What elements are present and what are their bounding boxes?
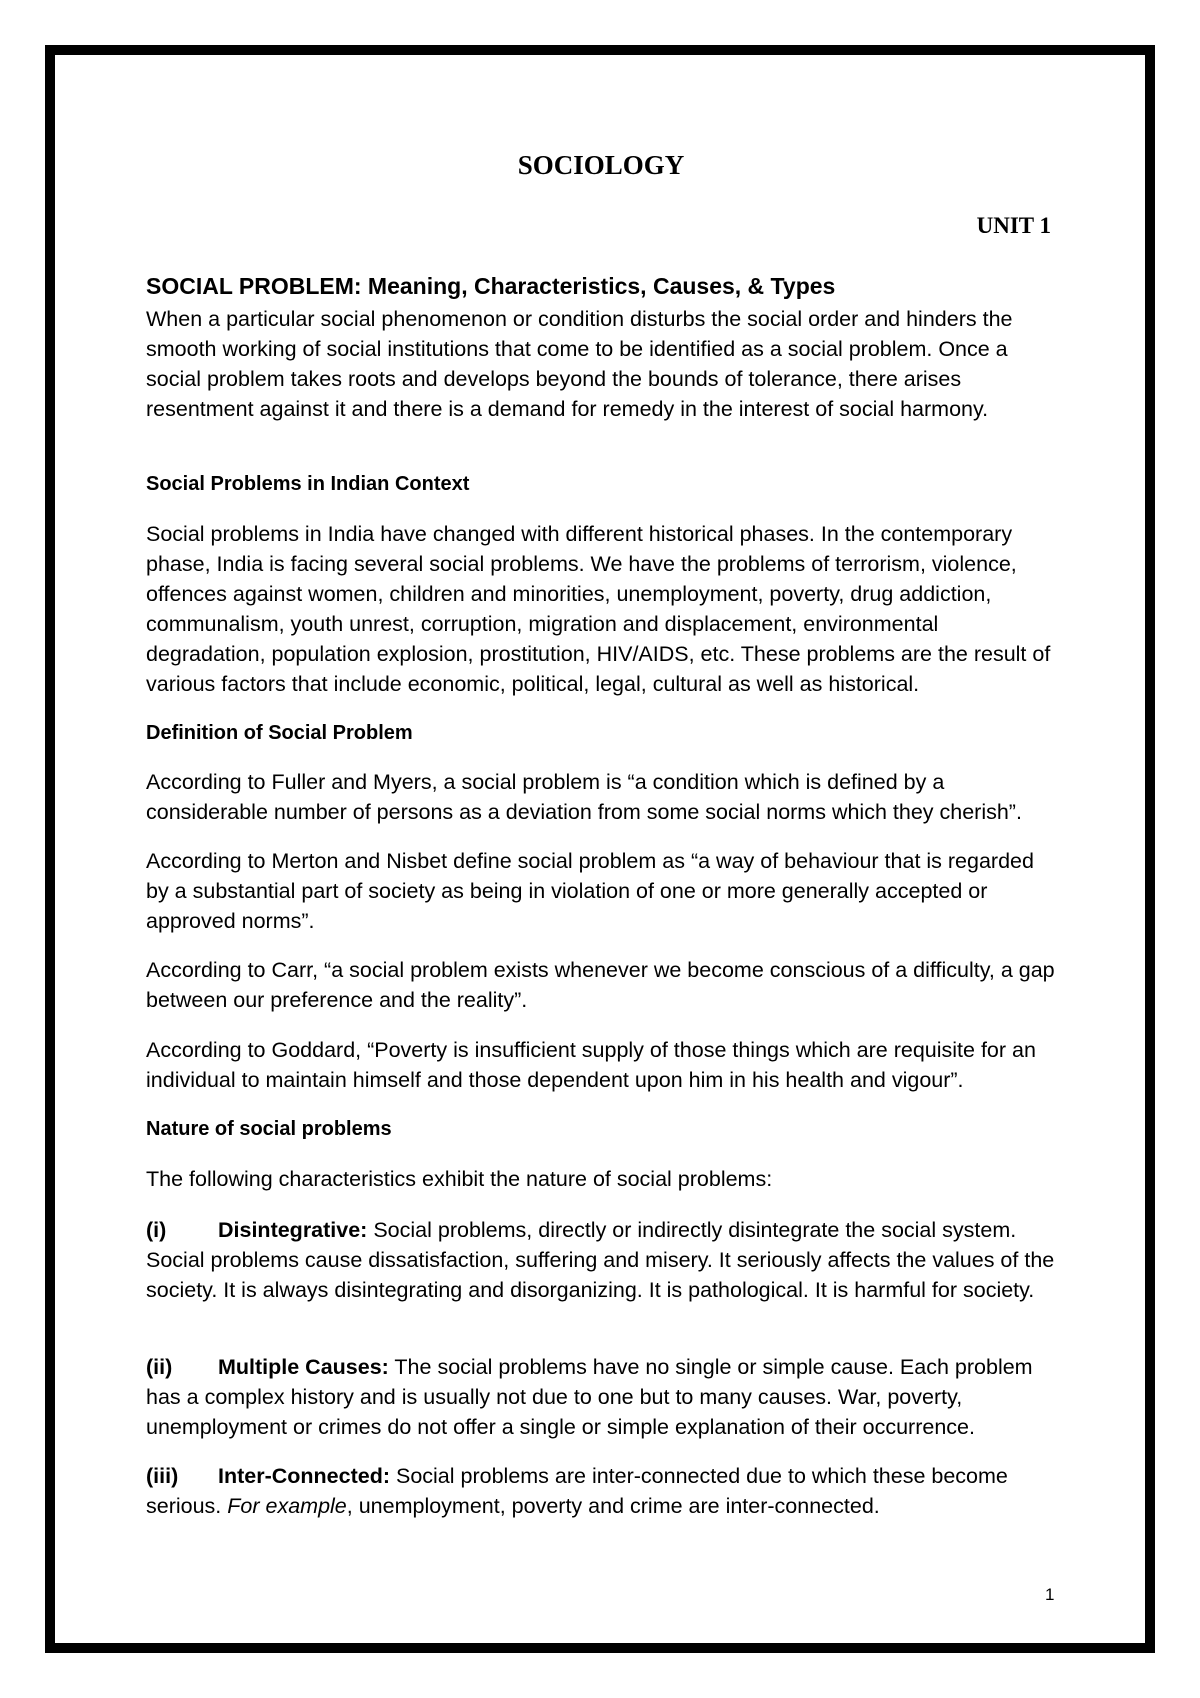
indian-context-heading: Social Problems in Indian Context [146,473,470,495]
definition-heading: Definition of Social Problem [146,722,413,744]
item-term: Disintegrative: [218,1218,368,1242]
nature-intro: The following characteristics exhibit the nature of social problems: [146,1167,773,1191]
indian-context-paragraph: Social problems in India have changed with different historical phases. In the contemporary phase, India is facing several social problems. We have the problems of terrorism, violence, offences against women, children and minorities, unemployment, poverty, drug addiction, communalism, youth unrest, corruption, migration and displacement, environmental degradation, population explosion, prostitution, HIV/AIDS, etc. These problems are the result of various factors that include economic, political, legal, cultural as well as historical. [146,522,1051,696]
item-term: Multiple Causes: [218,1355,389,1379]
item-text: Social problems are inter-connected due to which these become serious. [146,1464,1008,1518]
item-text: Social problems, directly or indirectly disintegrate the social system. Social problems cause dissatisfaction, suffering and misery. It seriously affects the values of the society. It is always disintegrating and disorganizing. It is pathological. It is harmful for society. [146,1218,1055,1302]
page-number: 1 [1045,1585,1055,1604]
list-item [146,1352,1056,1442]
intro-paragraph: When a particular social phenomenon or condition disturbs the social order and hinders the smooth working of social institutions that come to be identified as a social problem. Once a social problem takes roots and develops beyond the bounds of tolerance, there arises resentment against it and there is a demand for remedy in the interest of social harmony. [146,307,1013,421]
item-number: (i) [146,1218,167,1242]
definition-fuller-myers: According to Fuller and Myers, a social problem is “a condition which is defined by a considerable number of persons as a deviation from some social norms which they cherish”. [146,770,1022,824]
item-number: (iii) [146,1464,179,1488]
list-item [146,1215,1056,1305]
unit-label: UNIT 1 [976,213,1051,238]
main-heading: SOCIAL PROBLEM: Meaning, Characteristics, Causes, & Types [146,273,836,299]
item-italic-text: For example [227,1494,347,1518]
definition-merton-nisbet: According to Merton and Nisbet define social problem as “a way of behaviour that is regarded by a substantial part of society as being in violation of one or more generally accepted or approved norms”. [146,849,1034,933]
item-text-after: , unemployment, poverty and crime are inter-connected. [346,1494,880,1518]
nature-heading: Nature of social problems [146,1118,392,1140]
item-text: The social problems have no single or simple cause. Each problem has a complex history and is usually not due to one but to many causes. War, poverty, unemployment or crimes do not offer a single or simple explanation of their occurrence. [146,1355,1033,1439]
item-number: (ii) [146,1355,173,1379]
list-item [146,1461,1056,1521]
definition-carr: According to Carr, “a social problem exists whenever we become conscious of a difficulty, a gap between our preference and the reality”. [146,958,1055,1012]
definition-goddard: According to Goddard, “Poverty is insufficient supply of those things which are requisite for an individual to maintain himself and those dependent upon him in his health and vigour”. [146,1038,1036,1092]
item-term: Inter-Connected: [218,1464,390,1488]
document-title: SOCIOLOGY [517,150,685,180]
